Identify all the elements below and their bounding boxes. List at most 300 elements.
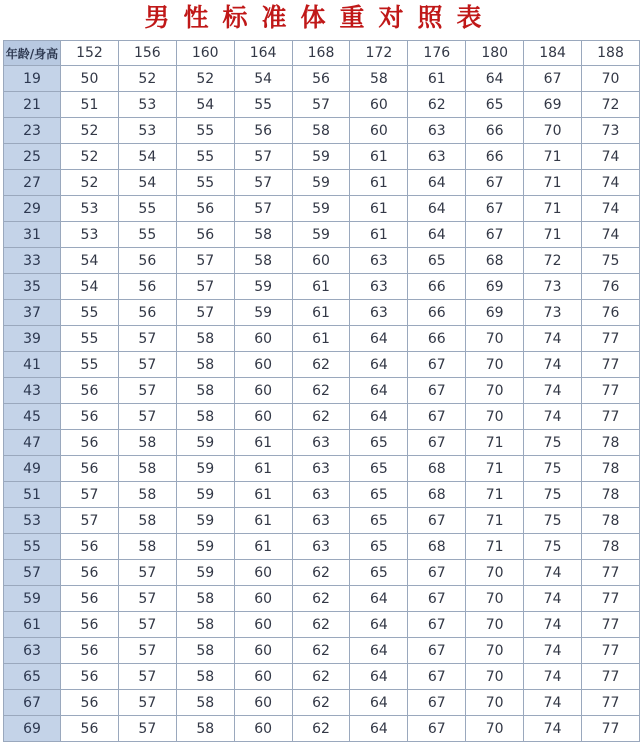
age-cell: 35 [4, 274, 61, 300]
weight-cell: 71 [466, 482, 524, 508]
weight-cell: 52 [61, 118, 119, 144]
height-header: 188 [582, 41, 640, 66]
weight-cell: 67 [408, 612, 466, 638]
weight-cell: 74 [582, 144, 640, 170]
weight-cell: 69 [466, 274, 524, 300]
weight-cell: 71 [524, 196, 582, 222]
weight-cell: 56 [61, 430, 119, 456]
weight-cell: 77 [582, 716, 640, 742]
weight-cell: 56 [176, 196, 234, 222]
table-row [4, 560, 640, 586]
weight-cell: 74 [524, 612, 582, 638]
weight-cell: 59 [292, 196, 350, 222]
weight-cell: 57 [118, 638, 176, 664]
weight-cell: 54 [118, 170, 176, 196]
weight-cell: 55 [61, 326, 119, 352]
weight-cell: 65 [350, 482, 408, 508]
table-row [4, 508, 640, 534]
table-body [4, 66, 640, 742]
weight-cell: 62 [292, 352, 350, 378]
weight-cell: 57 [234, 144, 292, 170]
weight-cell: 64 [350, 404, 408, 430]
weight-cell: 73 [582, 118, 640, 144]
weight-cell: 61 [350, 196, 408, 222]
table-row [4, 66, 640, 92]
weight-cell: 57 [234, 170, 292, 196]
weight-cell: 78 [582, 430, 640, 456]
weight-cell: 66 [408, 326, 466, 352]
weight-cell: 58 [350, 66, 408, 92]
weight-cell: 71 [466, 508, 524, 534]
weight-cell: 74 [524, 690, 582, 716]
weight-cell: 68 [466, 248, 524, 274]
weight-cell: 63 [350, 300, 408, 326]
weight-cell: 64 [350, 690, 408, 716]
weight-table [3, 40, 640, 742]
table-row [4, 300, 640, 326]
weight-cell: 56 [61, 690, 119, 716]
weight-cell: 66 [466, 118, 524, 144]
age-cell: 59 [4, 586, 61, 612]
weight-cell: 62 [292, 404, 350, 430]
weight-cell: 56 [61, 638, 119, 664]
weight-cell: 58 [118, 534, 176, 560]
age-cell: 51 [4, 482, 61, 508]
weight-cell: 72 [524, 248, 582, 274]
weight-cell: 78 [582, 482, 640, 508]
table-row [4, 586, 640, 612]
weight-cell: 58 [292, 118, 350, 144]
age-cell: 61 [4, 612, 61, 638]
weight-cell: 55 [176, 170, 234, 196]
height-header: 160 [176, 41, 234, 66]
weight-cell: 64 [350, 326, 408, 352]
weight-cell: 53 [118, 118, 176, 144]
weight-cell: 63 [292, 508, 350, 534]
weight-cell: 59 [234, 300, 292, 326]
weight-cell: 56 [61, 378, 119, 404]
weight-cell: 76 [582, 274, 640, 300]
weight-cell: 70 [466, 404, 524, 430]
weight-cell: 51 [61, 92, 119, 118]
weight-cell: 60 [234, 638, 292, 664]
weight-cell: 61 [234, 508, 292, 534]
age-cell: 57 [4, 560, 61, 586]
weight-cell: 62 [292, 586, 350, 612]
height-header: 172 [350, 41, 408, 66]
weight-cell: 58 [118, 430, 176, 456]
table-row [4, 430, 640, 456]
weight-cell: 63 [408, 144, 466, 170]
weight-cell: 67 [408, 508, 466, 534]
weight-cell: 56 [118, 274, 176, 300]
age-cell: 19 [4, 66, 61, 92]
weight-cell: 77 [582, 664, 640, 690]
weight-cell: 59 [176, 508, 234, 534]
weight-cell: 56 [234, 118, 292, 144]
table-row [4, 352, 640, 378]
weight-cell: 57 [118, 690, 176, 716]
weight-cell: 74 [524, 560, 582, 586]
table-row [4, 612, 640, 638]
weight-cell: 64 [350, 716, 408, 742]
weight-cell: 60 [234, 560, 292, 586]
weight-cell: 62 [292, 716, 350, 742]
weight-cell: 60 [350, 92, 408, 118]
weight-cell: 73 [524, 274, 582, 300]
weight-cell: 70 [466, 586, 524, 612]
weight-cell: 59 [176, 534, 234, 560]
weight-cell: 77 [582, 404, 640, 430]
weight-cell: 70 [466, 664, 524, 690]
weight-cell: 74 [524, 638, 582, 664]
weight-cell: 62 [292, 638, 350, 664]
weight-cell: 68 [408, 482, 466, 508]
weight-cell: 58 [176, 638, 234, 664]
weight-cell: 77 [582, 638, 640, 664]
weight-cell: 57 [61, 508, 119, 534]
age-cell: 55 [4, 534, 61, 560]
weight-cell: 62 [292, 690, 350, 716]
weight-cell: 67 [408, 430, 466, 456]
weight-cell: 75 [524, 534, 582, 560]
weight-cell: 78 [582, 456, 640, 482]
weight-cell: 67 [524, 66, 582, 92]
age-cell: 21 [4, 92, 61, 118]
weight-cell: 65 [350, 430, 408, 456]
weight-cell: 58 [118, 456, 176, 482]
weight-cell: 77 [582, 560, 640, 586]
weight-cell: 55 [234, 92, 292, 118]
weight-cell: 70 [466, 612, 524, 638]
age-cell: 41 [4, 352, 61, 378]
weight-cell: 70 [466, 716, 524, 742]
weight-cell: 65 [466, 92, 524, 118]
weight-cell: 57 [118, 612, 176, 638]
weight-cell: 53 [118, 92, 176, 118]
weight-cell: 53 [61, 222, 119, 248]
weight-cell: 77 [582, 586, 640, 612]
table-row [4, 716, 640, 742]
age-cell: 63 [4, 638, 61, 664]
weight-cell: 52 [61, 170, 119, 196]
weight-cell: 65 [350, 508, 408, 534]
weight-cell: 59 [176, 482, 234, 508]
weight-cell: 58 [234, 222, 292, 248]
weight-cell: 70 [466, 378, 524, 404]
weight-cell: 62 [292, 612, 350, 638]
weight-cell: 58 [176, 716, 234, 742]
age-cell: 45 [4, 404, 61, 430]
weight-cell: 77 [582, 326, 640, 352]
weight-cell: 60 [234, 352, 292, 378]
weight-cell: 54 [118, 144, 176, 170]
weight-cell: 67 [408, 690, 466, 716]
weight-cell: 61 [234, 534, 292, 560]
weight-cell: 62 [292, 664, 350, 690]
age-cell: 37 [4, 300, 61, 326]
weight-cell: 57 [118, 378, 176, 404]
weight-cell: 73 [524, 300, 582, 326]
weight-cell: 70 [466, 352, 524, 378]
weight-cell: 55 [61, 352, 119, 378]
weight-cell: 67 [408, 716, 466, 742]
weight-cell: 63 [292, 430, 350, 456]
age-cell: 67 [4, 690, 61, 716]
weight-cell: 63 [350, 248, 408, 274]
weight-cell: 63 [292, 456, 350, 482]
height-header: 184 [524, 41, 582, 66]
table-row [4, 534, 640, 560]
weight-cell: 64 [350, 664, 408, 690]
weight-cell: 57 [118, 404, 176, 430]
weight-cell: 55 [61, 300, 119, 326]
weight-cell: 56 [292, 66, 350, 92]
age-cell: 43 [4, 378, 61, 404]
height-header: 168 [292, 41, 350, 66]
weight-cell: 59 [176, 560, 234, 586]
weight-cell: 56 [61, 456, 119, 482]
weight-cell: 70 [466, 560, 524, 586]
weight-cell: 71 [466, 534, 524, 560]
table-row [4, 118, 640, 144]
weight-cell: 63 [408, 118, 466, 144]
weight-cell: 72 [582, 92, 640, 118]
weight-cell: 77 [582, 690, 640, 716]
weight-cell: 66 [408, 300, 466, 326]
age-cell: 27 [4, 170, 61, 196]
weight-cell: 71 [466, 456, 524, 482]
weight-cell: 57 [292, 92, 350, 118]
weight-cell: 60 [234, 326, 292, 352]
weight-cell: 59 [176, 456, 234, 482]
weight-cell: 74 [524, 664, 582, 690]
weight-cell: 67 [408, 404, 466, 430]
age-cell: 69 [4, 716, 61, 742]
weight-cell: 69 [524, 92, 582, 118]
weight-cell: 55 [176, 118, 234, 144]
weight-cell: 58 [118, 482, 176, 508]
weight-cell: 60 [234, 586, 292, 612]
age-cell: 53 [4, 508, 61, 534]
age-cell: 31 [4, 222, 61, 248]
weight-cell: 65 [350, 560, 408, 586]
weight-cell: 55 [118, 196, 176, 222]
weight-cell: 74 [524, 404, 582, 430]
weight-cell: 61 [234, 430, 292, 456]
weight-cell: 77 [582, 612, 640, 638]
weight-cell: 57 [176, 248, 234, 274]
weight-cell: 60 [234, 716, 292, 742]
weight-cell: 56 [176, 222, 234, 248]
weight-cell: 71 [524, 222, 582, 248]
weight-cell: 58 [176, 352, 234, 378]
age-cell: 49 [4, 456, 61, 482]
weight-cell: 70 [466, 638, 524, 664]
weight-cell: 56 [61, 560, 119, 586]
weight-cell: 64 [466, 66, 524, 92]
weight-cell: 57 [176, 300, 234, 326]
table-row [4, 248, 640, 274]
table-row [4, 378, 640, 404]
age-cell: 33 [4, 248, 61, 274]
table-row [4, 274, 640, 300]
weight-cell: 67 [466, 170, 524, 196]
weight-cell: 50 [61, 66, 119, 92]
weight-cell: 61 [408, 66, 466, 92]
weight-cell: 63 [350, 274, 408, 300]
weight-cell: 61 [350, 222, 408, 248]
weight-cell: 75 [524, 456, 582, 482]
weight-cell: 62 [292, 378, 350, 404]
age-cell: 65 [4, 664, 61, 690]
weight-cell: 58 [176, 664, 234, 690]
weight-cell: 61 [350, 170, 408, 196]
weight-cell: 59 [292, 144, 350, 170]
weight-cell: 57 [118, 716, 176, 742]
weight-cell: 54 [176, 92, 234, 118]
weight-cell: 65 [408, 248, 466, 274]
weight-cell: 60 [234, 404, 292, 430]
age-cell: 23 [4, 118, 61, 144]
weight-cell: 64 [350, 378, 408, 404]
weight-cell: 60 [234, 378, 292, 404]
weight-cell: 71 [524, 144, 582, 170]
weight-cell: 56 [118, 248, 176, 274]
age-cell: 47 [4, 430, 61, 456]
weight-cell: 58 [176, 612, 234, 638]
weight-cell: 78 [582, 508, 640, 534]
weight-cell: 56 [61, 534, 119, 560]
weight-cell: 58 [118, 508, 176, 534]
weight-cell: 64 [408, 170, 466, 196]
weight-cell: 57 [118, 664, 176, 690]
weight-cell: 56 [118, 300, 176, 326]
weight-cell: 57 [234, 196, 292, 222]
table-row [4, 404, 640, 430]
weight-cell: 61 [292, 300, 350, 326]
weight-cell: 59 [176, 430, 234, 456]
weight-cell: 74 [524, 586, 582, 612]
table-row [4, 456, 640, 482]
weight-cell: 58 [176, 404, 234, 430]
weight-cell: 64 [408, 196, 466, 222]
table-row [4, 638, 640, 664]
weight-cell: 62 [408, 92, 466, 118]
weight-cell: 59 [292, 222, 350, 248]
table-row [4, 326, 640, 352]
weight-cell: 58 [176, 586, 234, 612]
weight-cell: 63 [292, 482, 350, 508]
table-row [4, 482, 640, 508]
weight-cell: 60 [350, 118, 408, 144]
weight-cell: 61 [350, 144, 408, 170]
corner-label: 年龄/身高 [4, 41, 61, 66]
table-row [4, 92, 640, 118]
weight-cell: 58 [234, 248, 292, 274]
height-header: 152 [61, 41, 119, 66]
weight-cell: 56 [61, 586, 119, 612]
weight-cell: 60 [234, 612, 292, 638]
height-header: 164 [234, 41, 292, 66]
weight-cell: 52 [176, 66, 234, 92]
weight-cell: 67 [408, 352, 466, 378]
weight-cell: 76 [582, 300, 640, 326]
weight-cell: 54 [61, 274, 119, 300]
weight-cell: 69 [466, 300, 524, 326]
weight-cell: 52 [61, 144, 119, 170]
weight-cell: 70 [466, 690, 524, 716]
weight-cell: 62 [292, 560, 350, 586]
weight-cell: 60 [234, 690, 292, 716]
weight-cell: 70 [582, 66, 640, 92]
weight-cell: 61 [292, 274, 350, 300]
weight-cell: 58 [176, 690, 234, 716]
weight-cell: 77 [582, 378, 640, 404]
weight-cell: 66 [466, 144, 524, 170]
weight-cell: 57 [61, 482, 119, 508]
weight-cell: 53 [61, 196, 119, 222]
weight-cell: 68 [408, 456, 466, 482]
weight-cell: 64 [350, 612, 408, 638]
weight-cell: 74 [582, 196, 640, 222]
height-header: 180 [466, 41, 524, 66]
weight-cell: 74 [582, 222, 640, 248]
weight-cell: 61 [292, 326, 350, 352]
table-row [4, 144, 640, 170]
weight-cell: 77 [582, 352, 640, 378]
header-row [4, 41, 640, 66]
weight-cell: 75 [524, 430, 582, 456]
weight-cell: 70 [466, 326, 524, 352]
table-row [4, 222, 640, 248]
weight-cell: 64 [350, 352, 408, 378]
weight-cell: 74 [582, 170, 640, 196]
age-cell: 39 [4, 326, 61, 352]
age-cell: 25 [4, 144, 61, 170]
weight-cell: 64 [408, 222, 466, 248]
weight-cell: 68 [408, 534, 466, 560]
weight-cell: 64 [350, 638, 408, 664]
weight-cell: 71 [524, 170, 582, 196]
age-cell: 29 [4, 196, 61, 222]
weight-cell: 67 [408, 638, 466, 664]
weight-cell: 56 [61, 612, 119, 638]
weight-cell: 56 [61, 664, 119, 690]
weight-cell: 67 [408, 664, 466, 690]
weight-cell: 57 [118, 560, 176, 586]
table-row [4, 196, 640, 222]
weight-cell: 64 [350, 586, 408, 612]
weight-cell: 74 [524, 352, 582, 378]
height-header: 156 [118, 41, 176, 66]
weight-cell: 60 [292, 248, 350, 274]
weight-cell: 58 [176, 326, 234, 352]
weight-cell: 56 [61, 716, 119, 742]
weight-cell: 57 [118, 352, 176, 378]
weight-cell: 63 [292, 534, 350, 560]
weight-cell: 74 [524, 716, 582, 742]
weight-cell: 67 [408, 560, 466, 586]
weight-cell: 75 [524, 482, 582, 508]
weight-cell: 57 [118, 586, 176, 612]
weight-cell: 54 [234, 66, 292, 92]
weight-cell: 70 [524, 118, 582, 144]
weight-cell: 61 [234, 456, 292, 482]
weight-cell: 60 [234, 664, 292, 690]
weight-cell: 65 [350, 456, 408, 482]
weight-cell: 59 [234, 274, 292, 300]
